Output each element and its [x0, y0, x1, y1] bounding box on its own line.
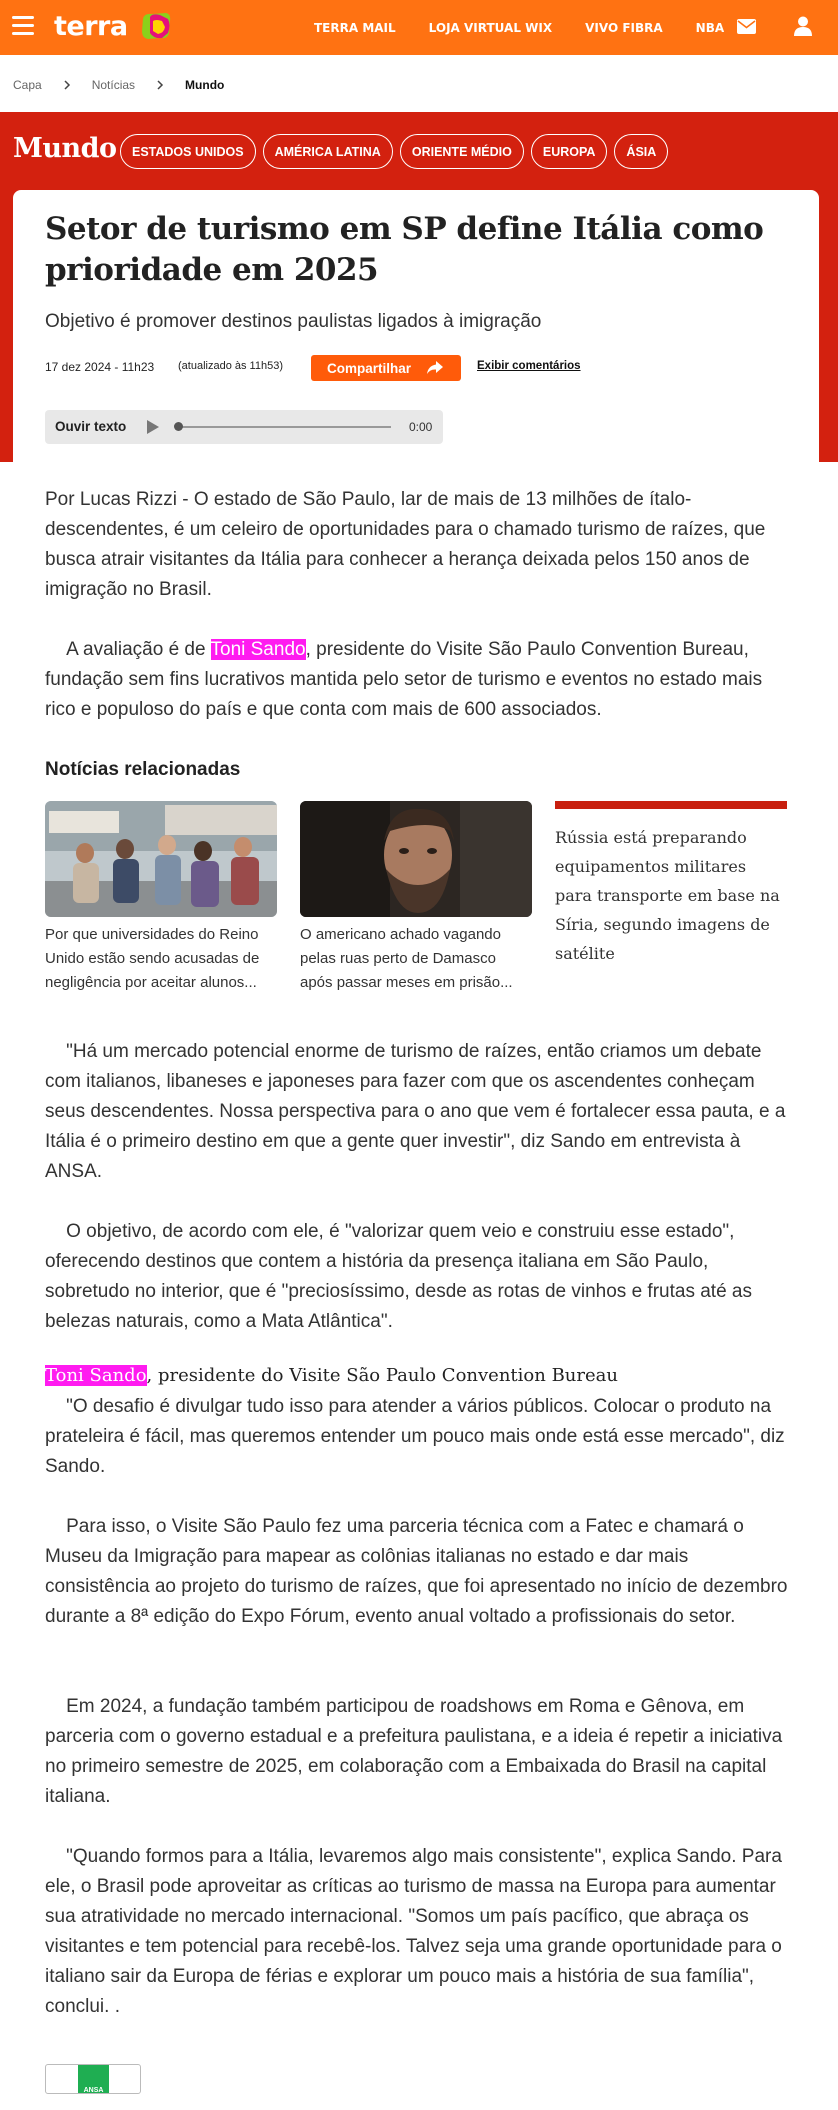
tag-estados-unidos[interactable]: ESTADOS UNIDOS	[120, 134, 256, 169]
article-paragraph-3: "Há um mercado potencial enorme de turismo de raízes, então criamos um debate com italianos, libaneses e japoneses para fazer com que os ascendentes conheçam seus descendentes. Nossa perspectiva para o ano que vem é fortalecer essa pauta, e a Itália é o primeiro destino em que a gente quer investir", diz Sando em entrevista à ANSA.	[45, 1041, 791, 1182]
audio-time: 0:00	[409, 420, 433, 434]
photo-caption	[45, 1365, 618, 1386]
article-paragraph-4: O objetivo, de acordo com ele, é "valorizar quem veio e construiu esse estado", oferecendo destinos que contem a história da presença italiana em São Paulo, sobretudo no interior, que é "preciosíssimo, desde as rotas de vinhos e frutas até as belezas naturais, como a Mata Atlântica".	[45, 1221, 758, 1332]
nav-link-nba[interactable]: NBA	[695, 20, 725, 35]
tag-asia[interactable]: ÁSIA	[614, 134, 668, 169]
breadcrumb-current-mundo: Mundo	[185, 78, 225, 92]
share-button[interactable]	[311, 355, 461, 381]
article-paragraph-5: "O desafio é divulgar tudo isso para atender a vários públicos. Colocar o produto na prateleira é fácil, mas queremos entender um pouco mais onde está esse mercado", diz Sando.	[45, 1396, 790, 1477]
logo-text: terra	[54, 11, 128, 42]
top-navigation-bar	[0, 0, 838, 55]
photo-caption-name: Toni Sando	[45, 1365, 147, 1386]
ansa-logo-label: ANSA	[83, 2087, 104, 2094]
audio-progress-handle[interactable]	[174, 422, 183, 431]
logo-mark-icon	[140, 11, 172, 41]
related-news-caption: O americano achado vagando pelas ruas perto de Damasco após passar meses em prisão...	[300, 926, 513, 991]
audio-label: Ouvir texto	[55, 419, 127, 434]
tag-america-latina[interactable]: AMÉRICA LATINA	[263, 134, 393, 169]
article-paragraph-8: "Quando formos para a Itália, levaremos algo mais consistente", explica Sando. Para ele, o Brasil pode aproveitar as críticas ao turismo de massa na Europa para aumentar sua atratividade no mercado internacional. "Somos um país pacífico, que abraça os visitantes e tem potencial para recebê-los. Talvez seja uma grande oportunidade para o italiano sair da Europa de férias e explorar um pouco mais a história de sua família", conclui. .	[45, 1846, 788, 2017]
mail-icon[interactable]	[737, 18, 756, 35]
article-subtitle: Objetivo é promover destinos paulistas ligados à imigração	[45, 311, 542, 332]
related-news-headline: Rússia está preparando equipamentos militares para transporte em base na Síria, segundo imagens de satélite	[555, 828, 780, 963]
terra-logo[interactable]	[54, 9, 174, 45]
section-title[interactable]: Mundo	[13, 133, 117, 164]
breadcrumb	[13, 76, 224, 94]
related-news-photo-students	[45, 801, 277, 917]
audio-player	[45, 410, 443, 444]
ansa-logo	[78, 2065, 109, 2094]
related-news-caption: Por que universidades do Reino Unido estão sendo acusadas de negligência por aceitar alunos...	[45, 926, 260, 991]
user-icon[interactable]	[794, 16, 812, 36]
tag-europa[interactable]: EUROPA	[531, 134, 608, 169]
related-news-photo-man	[300, 801, 532, 917]
article-paragraph-6: Para isso, o Visite São Paulo fez uma parceria técnica com a Fatec e chamará o Museu da Imigração para mapear as colônias italianas no estado e dar mais consistência ao projeto do turismo de raízes, que foi apresentado no início de dezembro durante a 8ª edição do Expo Fórum, evento anual voltado a profissionais do setor.	[45, 1516, 793, 1627]
highlighted-name: Toni Sando	[210, 639, 306, 660]
chevron-right-icon	[156, 80, 164, 90]
updated-time: (atualizado às 11h53)	[178, 360, 283, 372]
nav-link-loja-virtual-wix[interactable]: LOJA VIRTUAL WIX	[428, 20, 553, 35]
article-paragraph-2	[45, 635, 793, 725]
show-comments-link[interactable]: Exibir comentários	[477, 360, 581, 372]
audio-progress-track[interactable]	[178, 426, 391, 428]
related-news-accent-bar	[555, 801, 787, 809]
nav-link-terra-mail[interactable]: TERRA MAIL	[314, 20, 396, 35]
related-news-title: Notícias relacionadas	[45, 759, 241, 780]
photo-caption-text: , presidente do Visite São Paulo Convention Bureau	[146, 1365, 618, 1386]
top-nav-links	[314, 0, 757, 55]
publish-date: 17 dez 2024 - 11h23	[45, 360, 155, 374]
play-icon[interactable]	[146, 419, 160, 435]
article-paragraph-7: Em 2024, a fundação também participou de roadshows em Roma e Gênova, em parceria com o governo estadual e a prefeitura paulistana, e a ideia é repetir a iniciativa no primeiro semestre de 2025, em colaboração com a Embaixada do Brasil na capital italiana.	[45, 1696, 788, 1807]
breadcrumb-noticias[interactable]: Notícias	[91, 78, 136, 92]
share-arrow-icon	[427, 361, 443, 375]
breadcrumb-capa[interactable]: Capa	[13, 78, 42, 92]
chevron-right-icon	[63, 80, 71, 90]
nav-link-vivo-fibra[interactable]: VIVO FIBRA	[585, 20, 663, 35]
paragraph-2-prefix: A avaliação é de	[45, 639, 211, 660]
share-button-label: Compartilhar	[327, 360, 412, 376]
article-headline: Setor de turismo em SP define Itália como prioridade em 2025	[45, 211, 764, 288]
related-news-card[interactable]	[45, 801, 277, 995]
related-news-text-card[interactable]	[555, 801, 787, 968]
section-tags	[120, 134, 675, 169]
tag-oriente-medio[interactable]: ORIENTE MÉDIO	[400, 134, 524, 169]
related-news-card[interactable]	[300, 801, 532, 995]
hamburger-menu-icon[interactable]	[12, 16, 34, 36]
article-paragraph-1: Por Lucas Rizzi - O estado de São Paulo, lar de mais de 13 milhões de ítalo-descendentes, é um celeiro de oportunidades para o chamado turismo de raízes, que busca atrair visitantes da Itália para conhecer a herança deixada pelos 150 anos de imigração no Brasil.	[45, 489, 766, 600]
source-agency-badge[interactable]	[45, 2064, 141, 2094]
paragraph-2-suffix: , presidente do Visite São Paulo Convention Bureau, fundação sem fins lucrativos mantida pelo setor de turismo e eventos no estado mais rico e populoso do país e que conta com mais de 600 associados.	[45, 639, 768, 720]
